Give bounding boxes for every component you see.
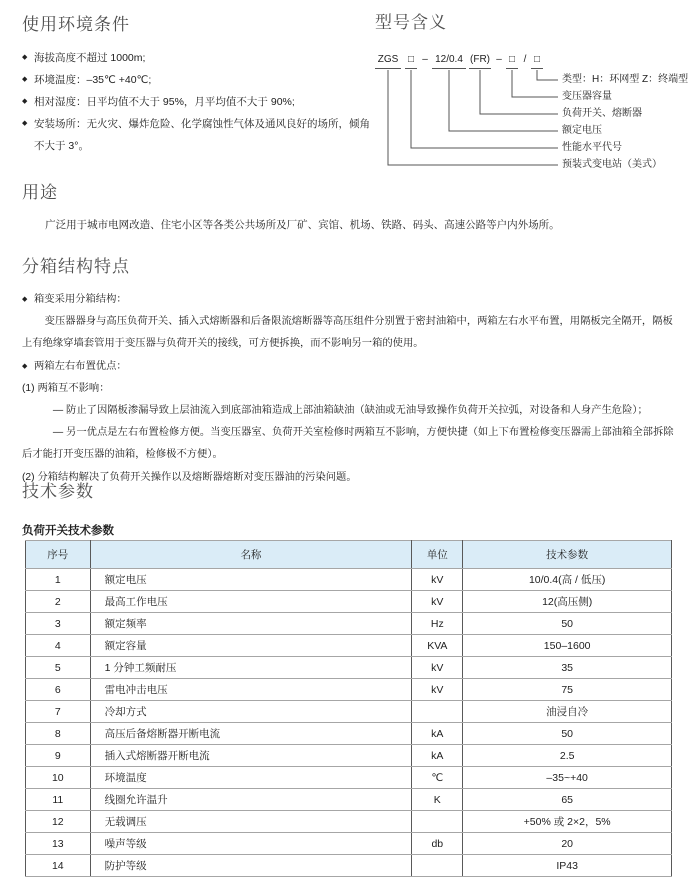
diamond-bullet-icon: ◆ [22, 76, 28, 83]
cell-no: 1 [26, 569, 91, 591]
model-label-switch-fuse: 负荷开关、熔断器 [562, 108, 642, 119]
table-header-name: 名称 [90, 541, 412, 569]
cell-no: 13 [26, 833, 91, 855]
formula-segment-fr: (FR) [469, 54, 491, 69]
structure-dash-item: — 另一优点是左右布置检修方便。当变压器室、负荷开关室检修时两箱互不影响，方便快捷（如上下布置检修变压器需上部油箱全部拆除后才能打开变压器的油箱，检修极不方便）。 [22, 427, 674, 461]
cell-no: 12 [26, 811, 91, 833]
cell-name: 最高工作电压 [90, 591, 412, 613]
structure-bullet-text: 箱变采用分箱结构： [34, 294, 127, 305]
usage-heading: 用途 [22, 183, 58, 202]
structure-paragraph: 变压器器身与高压负荷开关、插入式熔断器和后备限流熔断器等高压组件分别置于密封油箱中，两箱左右水平布置，用隔板完全隔开，隔板上有绝缘穿墙套管用于变压器与负荷开关的接线，可方便拆换，而不影响另一箱的使用。 [22, 316, 673, 350]
cell-name: 环境温度 [90, 767, 412, 789]
formula-segment-dash: – [422, 54, 428, 65]
cell-value: 20 [463, 833, 672, 855]
diamond-bullet-icon: ◆ [22, 362, 28, 370]
cell-value: 150–1600 [463, 635, 672, 657]
environment-list [22, 47, 374, 157]
table-row [26, 569, 672, 591]
cell-unit: kV [412, 569, 463, 591]
table-row [26, 657, 672, 679]
structure-lines [22, 289, 682, 489]
cell-name: 雷电冲击电压 [90, 679, 412, 701]
cell-value: 35 [463, 657, 672, 679]
cell-unit: kA [412, 745, 463, 767]
table-row [26, 635, 672, 657]
table-row [26, 789, 672, 811]
cell-name: 高压后备熔断器开断电流 [90, 723, 412, 745]
cell-unit: Hz [412, 613, 463, 635]
diamond-bullet-icon: ◆ [22, 54, 28, 61]
tech-heading: 技术参数 [22, 482, 94, 501]
cell-no: 10 [26, 767, 91, 789]
load-switch-parameters-table [25, 540, 672, 877]
table-row [26, 767, 672, 789]
cell-value: 50 [463, 723, 672, 745]
cell-no: 7 [26, 701, 91, 723]
environment-item-text: 环境温度：–35℃ +40℃; [34, 74, 152, 86]
table-row [26, 591, 672, 613]
formula-segment-box1: □ [405, 54, 417, 69]
usage-paragraph: 广泛用于城市电网改造、住宅小区等各类公共场所及厂矿、宾馆、机场、铁路、码头、高速公路等户内外场所。 [45, 219, 560, 231]
formula-segment-slash: / [523, 54, 527, 65]
cell-value: 2.5 [463, 745, 672, 767]
cell-value: 12(高压侧) [463, 591, 672, 613]
model-label-performance: 性能水平代号 [562, 142, 622, 153]
cell-unit: ℃ [412, 767, 463, 789]
cell-name: 无载调压 [90, 811, 412, 833]
environment-item-text: 海拔高度不超过 1000m; [34, 52, 146, 64]
structure-numbered-item: (2) 分箱结构解决了负荷开关操作以及熔断器熔断对变压器油的污染问题。 [22, 471, 357, 483]
cell-value: 10/0.4(高 / 低压) [463, 569, 672, 591]
cell-unit [412, 855, 463, 877]
cell-unit: kV [412, 657, 463, 679]
cell-name: 额定电压 [90, 569, 412, 591]
model-label-type: 类型：H：环网型 Z：终端型 [562, 74, 689, 85]
cell-no: 2 [26, 591, 91, 613]
table-row [26, 701, 672, 723]
environment-item [22, 69, 374, 91]
cell-no: 5 [26, 657, 91, 679]
cell-no: 8 [26, 723, 91, 745]
cell-unit: K [412, 789, 463, 811]
cell-no: 11 [26, 789, 91, 811]
table-row [26, 855, 672, 877]
cell-unit [412, 811, 463, 833]
table-header-row [26, 541, 672, 569]
cell-no: 9 [26, 745, 91, 767]
structure-bullet-item [22, 356, 682, 378]
section-model-designation [375, 8, 694, 180]
cell-value: 65 [463, 789, 672, 811]
structure-dash-item: — 防止了因隔板渗漏导致上层油流入到底部油箱造成上部油箱缺油（缺油或无油导致操作负荷开关拉弧，对设备和人身产生危险）； [52, 405, 648, 417]
diamond-bullet-icon: ◆ [22, 296, 28, 303]
structure-bullet-item [22, 289, 682, 311]
section-usage [22, 178, 677, 235]
model-label-station: 预装式变电站（美式） [562, 159, 662, 170]
cell-unit: db [412, 833, 463, 855]
cell-value: +50% 或 2×2，5% [463, 811, 672, 833]
cell-unit [412, 701, 463, 723]
environment-item [22, 47, 374, 69]
cell-name: 插入式熔断器开断电流 [90, 745, 412, 767]
cell-unit: kV [412, 679, 463, 701]
cell-no: 4 [26, 635, 91, 657]
cell-no: 3 [26, 613, 91, 635]
section-technical-parameters [22, 477, 677, 538]
diamond-bullet-icon: ◆ [22, 98, 28, 105]
model-label-capacity: 变压器容量 [562, 91, 612, 102]
structure-numbered-item: (1) 两箱互不影响： [22, 382, 110, 394]
table-row [26, 613, 672, 635]
environment-item [22, 91, 374, 113]
table-row [26, 833, 672, 855]
table-row [26, 679, 672, 701]
formula-segment-dash: – [496, 54, 502, 65]
diamond-bullet-icon: ◆ [22, 120, 28, 127]
table-header-value: 技术参数 [463, 541, 672, 569]
cell-name: 1 分钟工频耐压 [90, 657, 412, 679]
model-label-voltage: 额定电压 [562, 125, 602, 136]
environment-item [22, 113, 374, 157]
model-heading: 型号含义 [375, 13, 447, 32]
cell-name: 线圈允许温升 [90, 789, 412, 811]
cell-value: 油浸自冷 [463, 701, 672, 723]
cell-name: 额定容量 [90, 635, 412, 657]
cell-name: 防护等级 [90, 855, 412, 877]
table-row [26, 723, 672, 745]
environment-heading: 使用环境条件 [22, 15, 130, 34]
cell-value: 75 [463, 679, 672, 701]
table-header-no: 序号 [26, 541, 91, 569]
table-header-unit: 单位 [412, 541, 463, 569]
section-structure-features [22, 252, 682, 489]
cell-unit: kA [412, 723, 463, 745]
table-row [26, 811, 672, 833]
environment-item-text: 安装场所：无火灾、爆炸危险、化学腐蚀性气体及通风良好的场所，倾角不大于 3°。 [34, 118, 370, 152]
cell-name: 噪声等级 [90, 833, 412, 855]
environment-item-text: 相对湿度：日平均值不大于 95%，月平均值不大于 90%; [34, 96, 295, 108]
section-environment [22, 10, 374, 157]
formula-segment-box3: □ [531, 54, 543, 69]
cell-no: 14 [26, 855, 91, 877]
cell-value: IP43 [463, 855, 672, 877]
cell-value: 50 [463, 613, 672, 635]
structure-bullet-text: 两箱左右布置优点： [34, 360, 127, 372]
tech-subheading: 负荷开关技术参数 [22, 525, 114, 537]
cell-name: 额定频率 [90, 613, 412, 635]
formula-segment-series: ZGS [375, 54, 401, 69]
table-row [26, 745, 672, 767]
formula-segment-voltage: 12/0.4 [432, 54, 466, 69]
cell-unit: kV [412, 591, 463, 613]
formula-segment-box2: □ [506, 54, 518, 69]
cell-unit: KVA [412, 635, 463, 657]
cell-name: 冷却方式 [90, 701, 412, 723]
cell-no: 6 [26, 679, 91, 701]
structure-heading: 分箱结构特点 [22, 257, 130, 276]
cell-value: –35~+40 [463, 767, 672, 789]
